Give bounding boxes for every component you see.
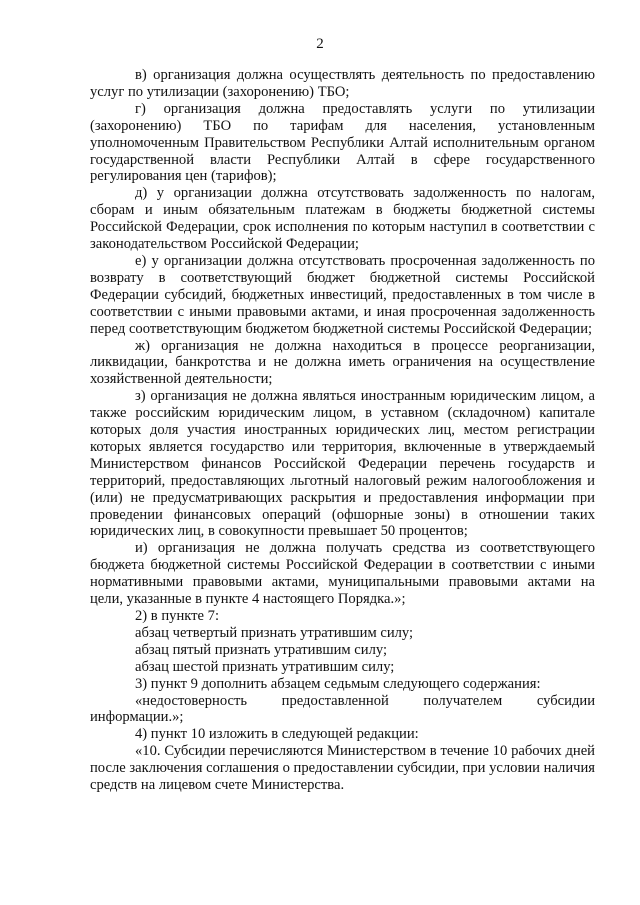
paragraph-i: и) организация не должна получать средства из соответствующего бюджета бюджетной системы Российской Федерации в соответствии с иными нормативными правовыми актами, муниципальными правовыми актами на цели, указанные в пункте 4 настоящего Порядка.»; bbox=[90, 540, 595, 608]
paragraph-g: г) организация должна предоставлять услуги по утилизации (захоронению) ТБО по тарифам для населения, установленным уполномоченным Правительством Республики Алтай исполнительным органом государственной власти Республики Алтай в сфере государственного регулирования цен (тарифов); bbox=[90, 100, 595, 185]
paragraph-e: е) у организации должна отсутствовать просроченная задолженность по возврату в соответствующий бюджет бюджетной системы Российской Федерации субсидий, бюджетных инвестиций, предоставленных в том числе в соответствии с иными правовыми актами, и иная просроченная задолженность перед соответствующим бюджетом бюджетной системы Российской Федерации; bbox=[90, 252, 595, 337]
paragraph-zh: ж) организация не должна находиться в процессе реорганизации, ликвидации, банкротства и не должна иметь ограничения на осуществление хозяйственной деятельности; bbox=[90, 337, 595, 388]
paragraph-quote-10: «10. Субсидии перечисляются Министерством в течение 10 рабочих дней после заключения соглашения о предоставлении субсидии, при условии наличия средств на лицевом счете Министерства. bbox=[90, 743, 595, 794]
paragraph-quote-9: «недостоверность предоставленной получателем субсидии информации.»; bbox=[90, 692, 595, 726]
paragraph-v: в) организация должна осуществлять деятельность по предоставлению услуг по утилизации (захоронению) ТБО; bbox=[90, 67, 595, 100]
paragraph-abzac-5: абзац пятый признать утратившим силу; bbox=[135, 641, 388, 658]
paragraph-item-4: 4) пункт 10 изложить в следующей редакции: bbox=[135, 726, 419, 743]
paragraph-item-2: 2) в пункте 7: bbox=[135, 608, 220, 624]
paragraph-z: з) организация не должна являться иностранным юридическим лицом, а также российским юридическим лицом, в уставном (складочном) капитале которых доля участия иностранных юридических лиц, местом регистрации которых является государство или территория, включенные в утверждаемый Министерством финансов Российской Федерации перечень государств и территорий, предоставляющих льготный налоговый режим налогообложения и (или) не предусматривающих раскрытия и предоставления информации при проведении финансовых операций (офшорные зоны) в отношении таких юридических лиц, в совокупности превышает 50 процентов; bbox=[90, 388, 595, 540]
document-body bbox=[90, 67, 595, 794]
paragraph-d: д) у организации должна отсутствовать задолженность по налогам, сборам и иным обязательным платежам в бюджеты бюджетной системы Российской Федерации, срок исполнения по которым наступил в соответствии с законодательством Российской Федерации; bbox=[90, 185, 595, 253]
paragraph-item-3: 3) пункт 9 дополнить абзацем седьмым следующего содержания: bbox=[135, 675, 541, 692]
paragraph-abzac-4: абзац четвертый признать утратившим силу; bbox=[135, 624, 414, 641]
paragraph-abzac-6: абзац шестой признать утратившим силу; bbox=[135, 658, 395, 675]
page-number: 2 bbox=[316, 36, 324, 52]
